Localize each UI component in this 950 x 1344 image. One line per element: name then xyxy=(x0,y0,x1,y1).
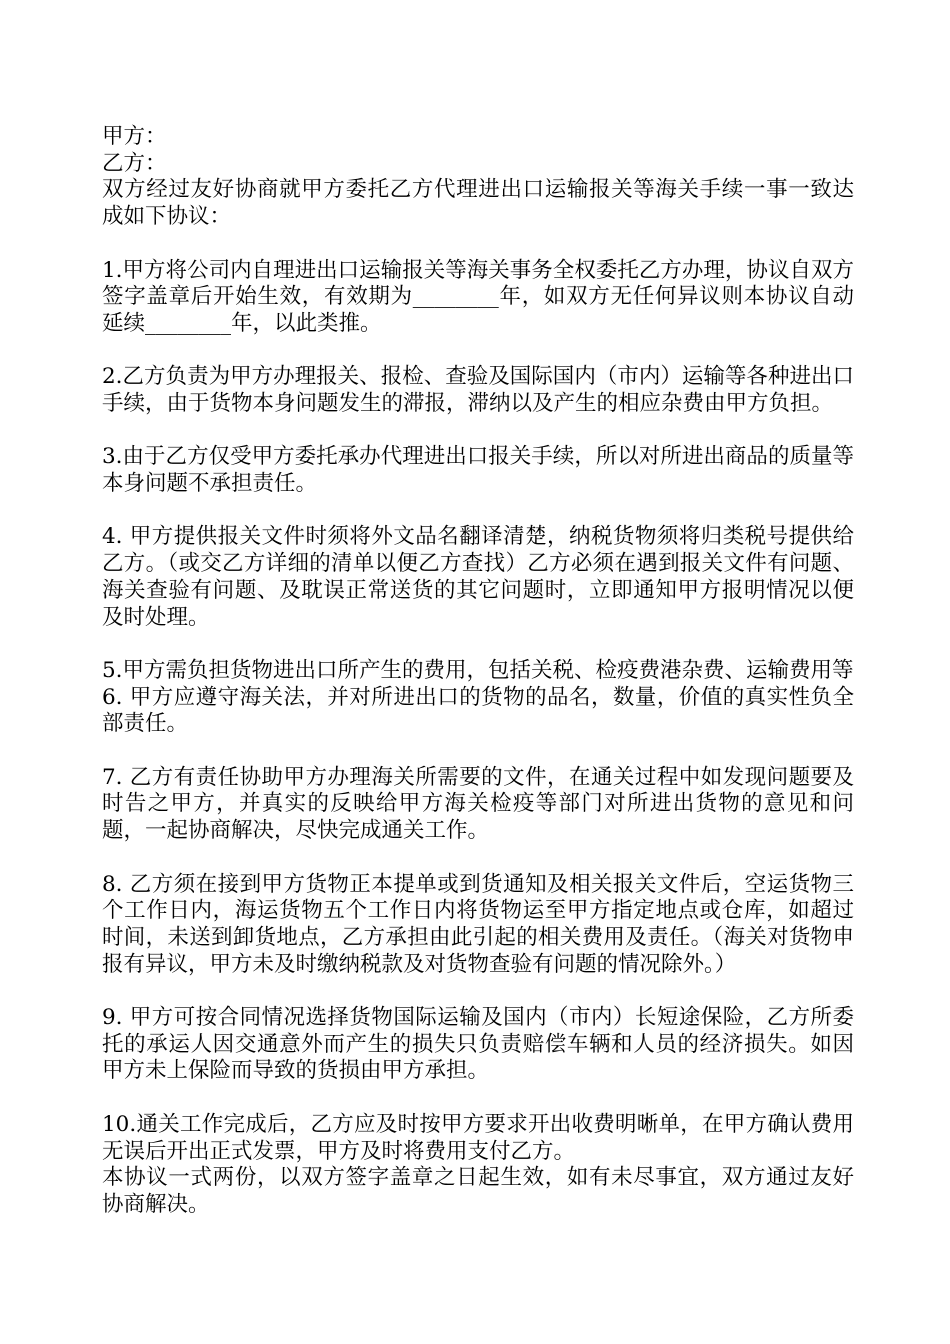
contract-document xyxy=(102,124,854,1219)
party-a-label: 甲方： xyxy=(102,124,167,149)
clause-5: 5.甲方需负担货物进出口所产生的费用，包括关税、检疫费港杂费、运输费用等 xyxy=(102,657,854,683)
paragraph-gap xyxy=(102,498,854,525)
clause-10: 10.通关工作完成后，乙方应及时按甲方要求开出收费明晰单，在甲方确认费用无误后开出正式发票，甲方及时将费用支付乙方。 xyxy=(102,1111,854,1164)
clause-9: 9. 甲方可按合同情况选择货物国际运输及国内（市内）长短途保险，乙方所委托的承运人因交通意外而产生的损失只负责赔偿车辆和人员的经济损失。如因甲方未上保险而导致的货损由甲方承担。 xyxy=(102,1005,854,1084)
clause-3: 3.由于乙方仅受甲方委托承办代理进出口报关手续，所以对所进出商品的质量等本身问题不承担责任。 xyxy=(102,444,854,497)
clause-6: 6. 甲方应遵守海关法，并对所进出口的货物的品名，数量，价值的真实性负全部责任。 xyxy=(102,684,854,737)
closing-paragraph: 本协议一式两份，以双方签字盖章之日起生效，如有未尽事宜，双方通过友好协商解决。 xyxy=(102,1165,854,1217)
clause-4: 4. 甲方提供报关文件时须将外文品名翻译清楚，纳税货物须将归类税号提供给乙方。（或交乙方详细的清单以便乙方查找）乙方必须在遇到报关文件有问题、海关查验有问题、及耽误正常送货的其它问题时，立即通知甲方报明情况以便及时处理。 xyxy=(102,524,854,630)
paragraph-gap xyxy=(102,738,854,765)
paragraph-gap xyxy=(102,338,854,365)
clause-2: 2.乙方负责为甲方办理报关、报检、查验及国际国内（市内）运输等各种进出口手续，由于货物本身问题发生的滞报，滞纳以及产生的相应杂费由甲方负担。 xyxy=(102,364,854,416)
paragraph-gap xyxy=(102,418,854,445)
clause-8: 8. 乙方须在接到甲方货物正本提单或到货通知及相关报关文件后，空运货物三个工作日内，海运货物五个工作日内将货物运至甲方指定地点或仓库，如超过时间，未送到卸货地点，乙方承担由此引起的相关费用及责任。（海关对货物申报有异议，甲方未及时缴纳税款及对货物查验有问题的情况除外。） xyxy=(102,871,854,977)
paragraph-gap xyxy=(102,845,854,872)
paragraph-gap xyxy=(102,631,854,658)
paragraph-gap xyxy=(102,231,854,258)
clause-1: 1.甲方将公司内自理进出口运输报关等海关事务全权委托乙方办理，协议自双方签字盖章后开始生效，有效期为________年，如双方无任何异议则本协议自动延续________年，以此类推。 xyxy=(102,257,854,336)
paragraph-gap xyxy=(102,978,854,1005)
clause-7: 7. 乙方有责任协助甲方办理海关所需要的文件，在通关过程中如发现问题要及时告之甲方，并真实的反映给甲方海关检疫等部门对所进出货物的意见和问题，一起协商解决，尽快完成通关工作。 xyxy=(102,764,854,844)
party-b-label: 乙方： xyxy=(102,150,167,176)
intro-paragraph: 双方经过友好协商就甲方委托乙方代理进出口运输报关等海关手续一事一致达成如下协议： xyxy=(102,177,854,230)
paragraph-gap xyxy=(102,1085,854,1112)
